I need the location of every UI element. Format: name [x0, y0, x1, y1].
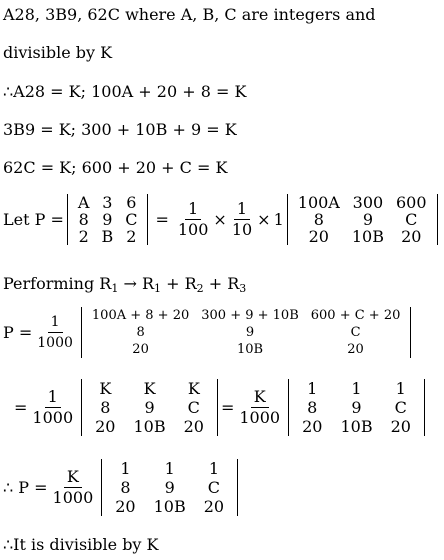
determinant-2-table: [292, 194, 433, 245]
denominator: 1000: [32, 408, 74, 427]
cell: 10B: [340, 417, 373, 436]
text-line-1: A28, 3B9, 62C where A, B, C are integers and: [3, 5, 376, 24]
cell: 6: [126, 193, 137, 212]
cell: 9: [351, 398, 362, 417]
cell: 300 + 9 + 10B: [201, 308, 299, 323]
cell: 9: [362, 210, 374, 229]
cell: C: [350, 325, 361, 340]
cell: 8: [313, 210, 324, 229]
cell: 20: [390, 417, 411, 436]
numerator: 1: [45, 388, 61, 408]
cell: 20: [308, 227, 329, 246]
cell: 20: [347, 342, 364, 357]
fraction-k-over-1000: [236, 388, 283, 427]
p-equation-final: [3, 459, 241, 516]
determinant-final: [101, 459, 238, 516]
cell: 8: [136, 325, 145, 340]
numerator: K: [251, 388, 269, 408]
denominator: 1000: [239, 408, 281, 427]
determinant-expanded-table: [86, 307, 406, 358]
row-r1: $R_1$: [99, 274, 119, 295]
determinant-2: [287, 194, 438, 245]
numerator: 1: [185, 200, 201, 220]
cell: C: [187, 398, 200, 417]
p-equation-expanded: [3, 307, 414, 358]
arrow-symbol: →: [123, 274, 137, 293]
cell: 10B: [351, 227, 384, 246]
cell: 9: [245, 325, 255, 340]
cell: 8: [78, 210, 89, 229]
numerator: K: [64, 468, 82, 488]
row-r1-target: $R_1$: [141, 274, 161, 295]
cell: 2: [126, 227, 137, 246]
cell: 8: [307, 398, 318, 417]
cell: 9: [164, 478, 175, 497]
fraction-k-over-1000: [50, 468, 97, 507]
determinant-expanded: [81, 307, 411, 358]
text-line-5: 62C = K; 600 + 20 + C = K: [3, 158, 228, 177]
cell: K: [187, 379, 200, 398]
fraction-1-over-10: [229, 200, 255, 239]
cell: 20: [203, 497, 225, 516]
row-r2: $R_2$: [184, 274, 204, 295]
cell: 600: [395, 193, 427, 212]
determinant-k-row-table: [86, 379, 213, 436]
plus-sign: +: [166, 274, 180, 293]
denominator: 1000: [37, 335, 73, 351]
let-p-label: Let P =: [3, 210, 64, 229]
cell: 1: [351, 379, 362, 398]
cell: K: [99, 379, 112, 398]
determinant-k-row: [81, 379, 218, 436]
cell: 1: [208, 459, 219, 478]
conclusion-line: ∴It is divisible by K: [3, 535, 159, 554]
determinant-1-table: [72, 194, 144, 245]
cell: 20: [95, 417, 116, 436]
cell: 20: [302, 417, 323, 436]
equals-sign: =: [14, 398, 28, 417]
equals-sign: =: [220, 398, 235, 417]
cell: C: [394, 398, 407, 417]
let-p-equation: [3, 194, 441, 245]
cell: 20: [183, 417, 204, 436]
cell: 9: [144, 398, 155, 417]
cell: 20: [132, 342, 149, 357]
cell: 3: [102, 193, 113, 212]
cell: C: [125, 210, 138, 229]
cell: K: [143, 379, 156, 398]
numerator: 1: [234, 200, 250, 220]
determinant-final-table: [106, 459, 233, 516]
cell: B: [101, 227, 114, 246]
cell: 600 + C + 20: [310, 308, 401, 323]
plus-sign: +: [208, 274, 223, 293]
performing-label: Performing: [3, 274, 95, 293]
cell: 10B: [236, 342, 264, 357]
cell: 10B: [153, 497, 186, 516]
times-sign: ×: [257, 210, 271, 229]
cell: C: [405, 210, 418, 229]
determinant-ones-row-table: [293, 379, 420, 436]
p-equation-simplified: [14, 379, 428, 436]
cell: 8: [120, 478, 131, 497]
cell: C: [207, 478, 221, 497]
times-sign: ×: [213, 210, 227, 229]
cell: 2: [78, 227, 89, 246]
p-label: P =: [3, 323, 33, 342]
determinant-ones-row: [288, 379, 425, 436]
fraction-1-over-100: [175, 200, 212, 239]
equals-sign: =: [155, 210, 169, 229]
text-line-4: 3B9 = K; 300 + 10B + 9 = K: [3, 120, 237, 139]
cell: 8: [100, 398, 111, 417]
row-r3: $R_3$: [227, 274, 247, 295]
cell: 20: [115, 497, 136, 516]
cell: 100A + 8 + 20: [91, 308, 190, 323]
row-operation-line: [3, 274, 246, 294]
cell: 20: [401, 227, 422, 246]
cell: 300: [352, 193, 384, 212]
denominator: 1000: [52, 488, 94, 507]
therefore-p-label: ∴ P =: [3, 478, 48, 497]
denominator: 100: [177, 220, 209, 239]
cell: 1: [307, 379, 318, 398]
fraction-1-over-1000: [29, 388, 76, 427]
text-line-2: divisible by K: [3, 43, 113, 62]
factor-one: 1: [273, 210, 284, 229]
fraction-1-over-1000: [34, 313, 76, 352]
numerator: 1: [48, 313, 63, 333]
text-line-3: ∴A28 = K; 100A + 20 + 8 = K: [3, 82, 247, 101]
cell: 1: [120, 459, 131, 478]
cell: 1: [395, 379, 406, 398]
cell: 10B: [133, 417, 166, 436]
cell: A: [77, 193, 90, 212]
denominator: 10: [231, 220, 253, 239]
cell: 1: [164, 459, 175, 478]
cell: 100A: [297, 193, 340, 212]
cell: 9: [102, 210, 113, 229]
determinant-1: [67, 194, 149, 245]
